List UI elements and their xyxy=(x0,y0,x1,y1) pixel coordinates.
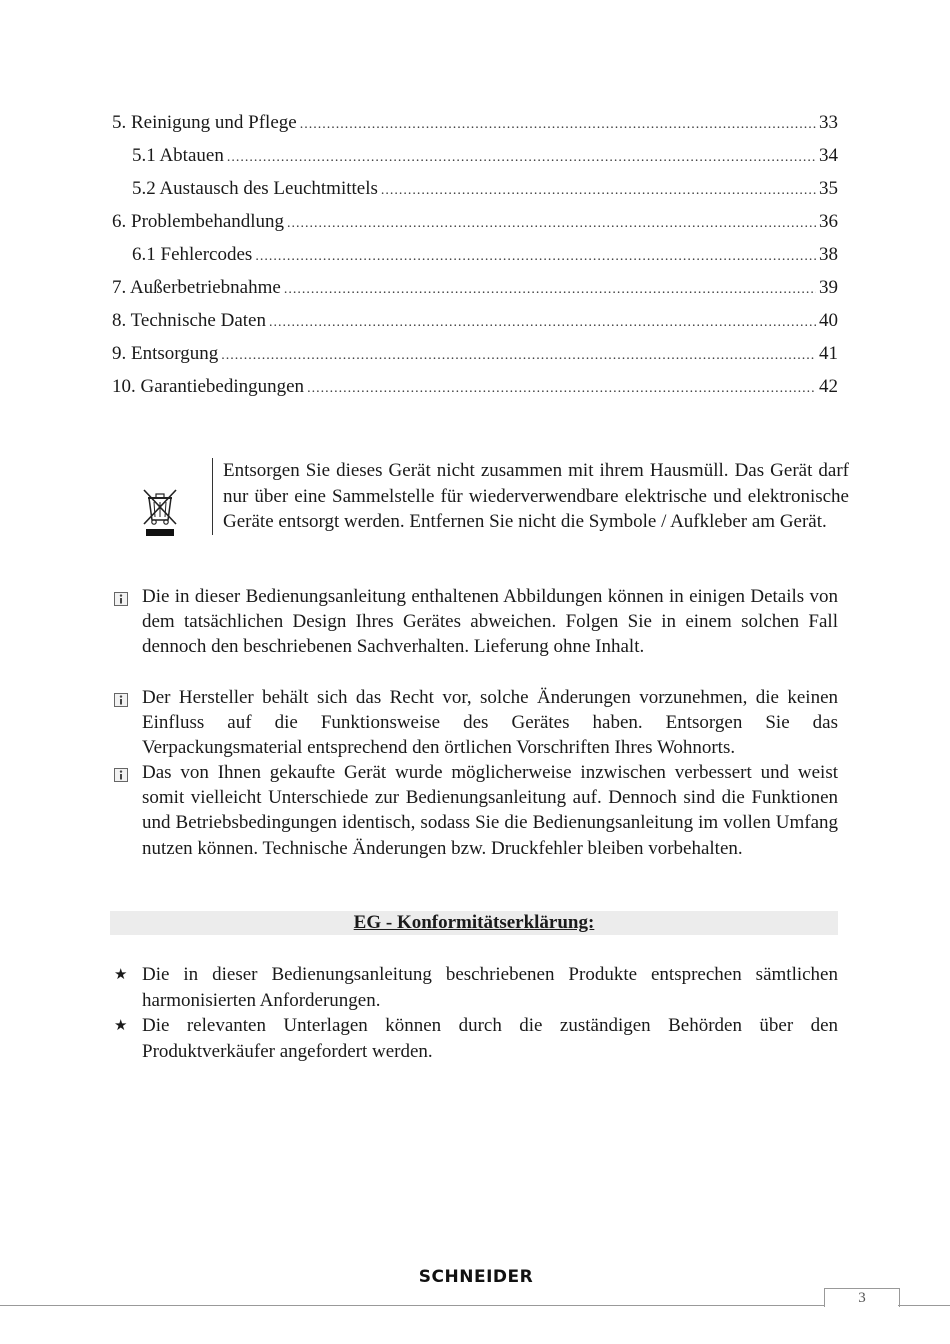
toc-entry[interactable] xyxy=(112,112,838,145)
toc-leader-dots xyxy=(300,117,816,133)
toc-entry-page: 42 xyxy=(819,376,838,397)
conformity-item xyxy=(112,962,838,1013)
toc-leader-dots xyxy=(221,348,816,364)
footer-rule xyxy=(0,1305,824,1306)
toc-entry[interactable] xyxy=(112,343,838,376)
toc-leader-dots xyxy=(307,381,816,397)
info-note xyxy=(112,685,838,761)
toc-entry-page: 34 xyxy=(819,145,838,166)
toc-entry[interactable] xyxy=(112,178,838,211)
toc-entry-title: 6.1 Fehlercodes xyxy=(132,244,253,265)
info-note-text: Der Hersteller behält sich das Recht vor, solche Änderungen vorzunehmen, die keinen Einfluss auf die Funktionsweise des Gerätes haben. Entsorgen Sie das Verpackungsmaterial entsprechend den örtlichen Vorschriften Ihres Wohnorts. xyxy=(142,687,838,759)
toc-entry-title: 8. Technische Daten xyxy=(112,310,266,331)
crossed-out-wheelie-bin-icon xyxy=(138,482,182,538)
conformity-item xyxy=(112,1013,838,1064)
toc-entry-title: 5.1 Abtauen xyxy=(132,145,224,166)
conformity-heading-bar xyxy=(110,911,838,935)
disposal-notice: Entsorgen Sie dieses Gerät nicht zusammen mit ihrem Hausmüll. Das Gerät darf nur über eine Sammelstelle für wiederverwendbare elektrische und elektronische Geräte entsorgt werden. Entfernen Sie nicht die Symbole / Aufkleber am Gerät. xyxy=(212,458,849,535)
toc-entry[interactable] xyxy=(112,145,838,178)
star-icon: ★ xyxy=(114,965,128,983)
toc-entry-title: 10. Garantiebedingungen xyxy=(112,376,305,397)
toc-entry-page: 36 xyxy=(819,211,838,232)
toc-leader-dots xyxy=(381,183,816,199)
toc-entry-page: 33 xyxy=(819,112,838,133)
toc-entry-page: 40 xyxy=(819,310,838,331)
toc-leader-dots xyxy=(269,315,816,331)
table-of-contents xyxy=(112,112,838,409)
toc-entry-page: 41 xyxy=(819,343,838,364)
toc-entry[interactable] xyxy=(112,277,838,310)
toc-entry-page: 38 xyxy=(819,244,838,265)
page-number-box xyxy=(824,1288,900,1307)
brand-logo xyxy=(396,1265,556,1287)
toc-leader-dots xyxy=(227,150,816,166)
toc-leader-dots xyxy=(255,249,816,265)
conformity-heading: EG - Konformitätserklärung: xyxy=(353,912,595,933)
toc-entry[interactable] xyxy=(112,211,838,244)
toc-entry-title: 7. Außerbetriebnahme xyxy=(112,277,281,298)
toc-entry-title: 5.2 Austausch des Leuchtmittels xyxy=(132,178,378,199)
toc-entry-page: 39 xyxy=(819,277,838,298)
info-icon xyxy=(114,764,128,778)
toc-leader-dots xyxy=(284,282,816,298)
toc-entry[interactable] xyxy=(112,310,838,343)
footer-rule-right xyxy=(898,1305,950,1306)
info-note xyxy=(112,760,838,861)
conformity-item-text: Die relevanten Unterlagen können durch die zuständigen Behörden über den Produktverkäufer angefordert werden. xyxy=(142,1015,838,1062)
info-icon xyxy=(114,588,128,602)
conformity-item-text: Die in dieser Bedienungsanleitung beschriebenen Produkte entsprechen sämtlichen harmonisierten Anforderungen. xyxy=(142,964,838,1011)
brand-name: SCHNEIDER xyxy=(418,1267,534,1287)
toc-entry-title: 5. Reinigung und Pflege xyxy=(112,112,297,133)
page-number: 3 xyxy=(858,1290,866,1306)
toc-leader-dots xyxy=(287,216,816,232)
star-icon: ★ xyxy=(114,1016,128,1034)
info-note xyxy=(112,584,838,660)
toc-entry-page: 35 xyxy=(819,178,838,199)
toc-entry[interactable] xyxy=(112,244,838,277)
info-note-text: Die in dieser Bedienungsanleitung enthaltenen Abbildungen können in einigen Details von dem tatsächlichen Design Ihres Gerätes abweichen. Folgen Sie in einem solchen Fall dennoch den beschriebenen Sachverhalten. Lieferung ohne Inhalt. xyxy=(142,586,838,658)
toc-entry-title: 9. Entsorgung xyxy=(112,343,219,364)
info-icon xyxy=(114,689,128,703)
toc-entry[interactable] xyxy=(112,376,838,409)
info-note-text: Das von Ihnen gekaufte Gerät wurde möglicherweise inzwischen verbessert und weist somit vielleicht Unterschiede zur Bedienungsanleitung auf. Dennoch sind die Funktionen und Betriebsbedingungen identisch, sodass Sie die Bedienungsanleitung im vollen Umfang nutzen können. Technische Änderungen bzw. Druckfehler bleiben vorbehalten. xyxy=(142,762,838,859)
toc-entry-title: 6. Problembehandlung xyxy=(112,211,285,232)
